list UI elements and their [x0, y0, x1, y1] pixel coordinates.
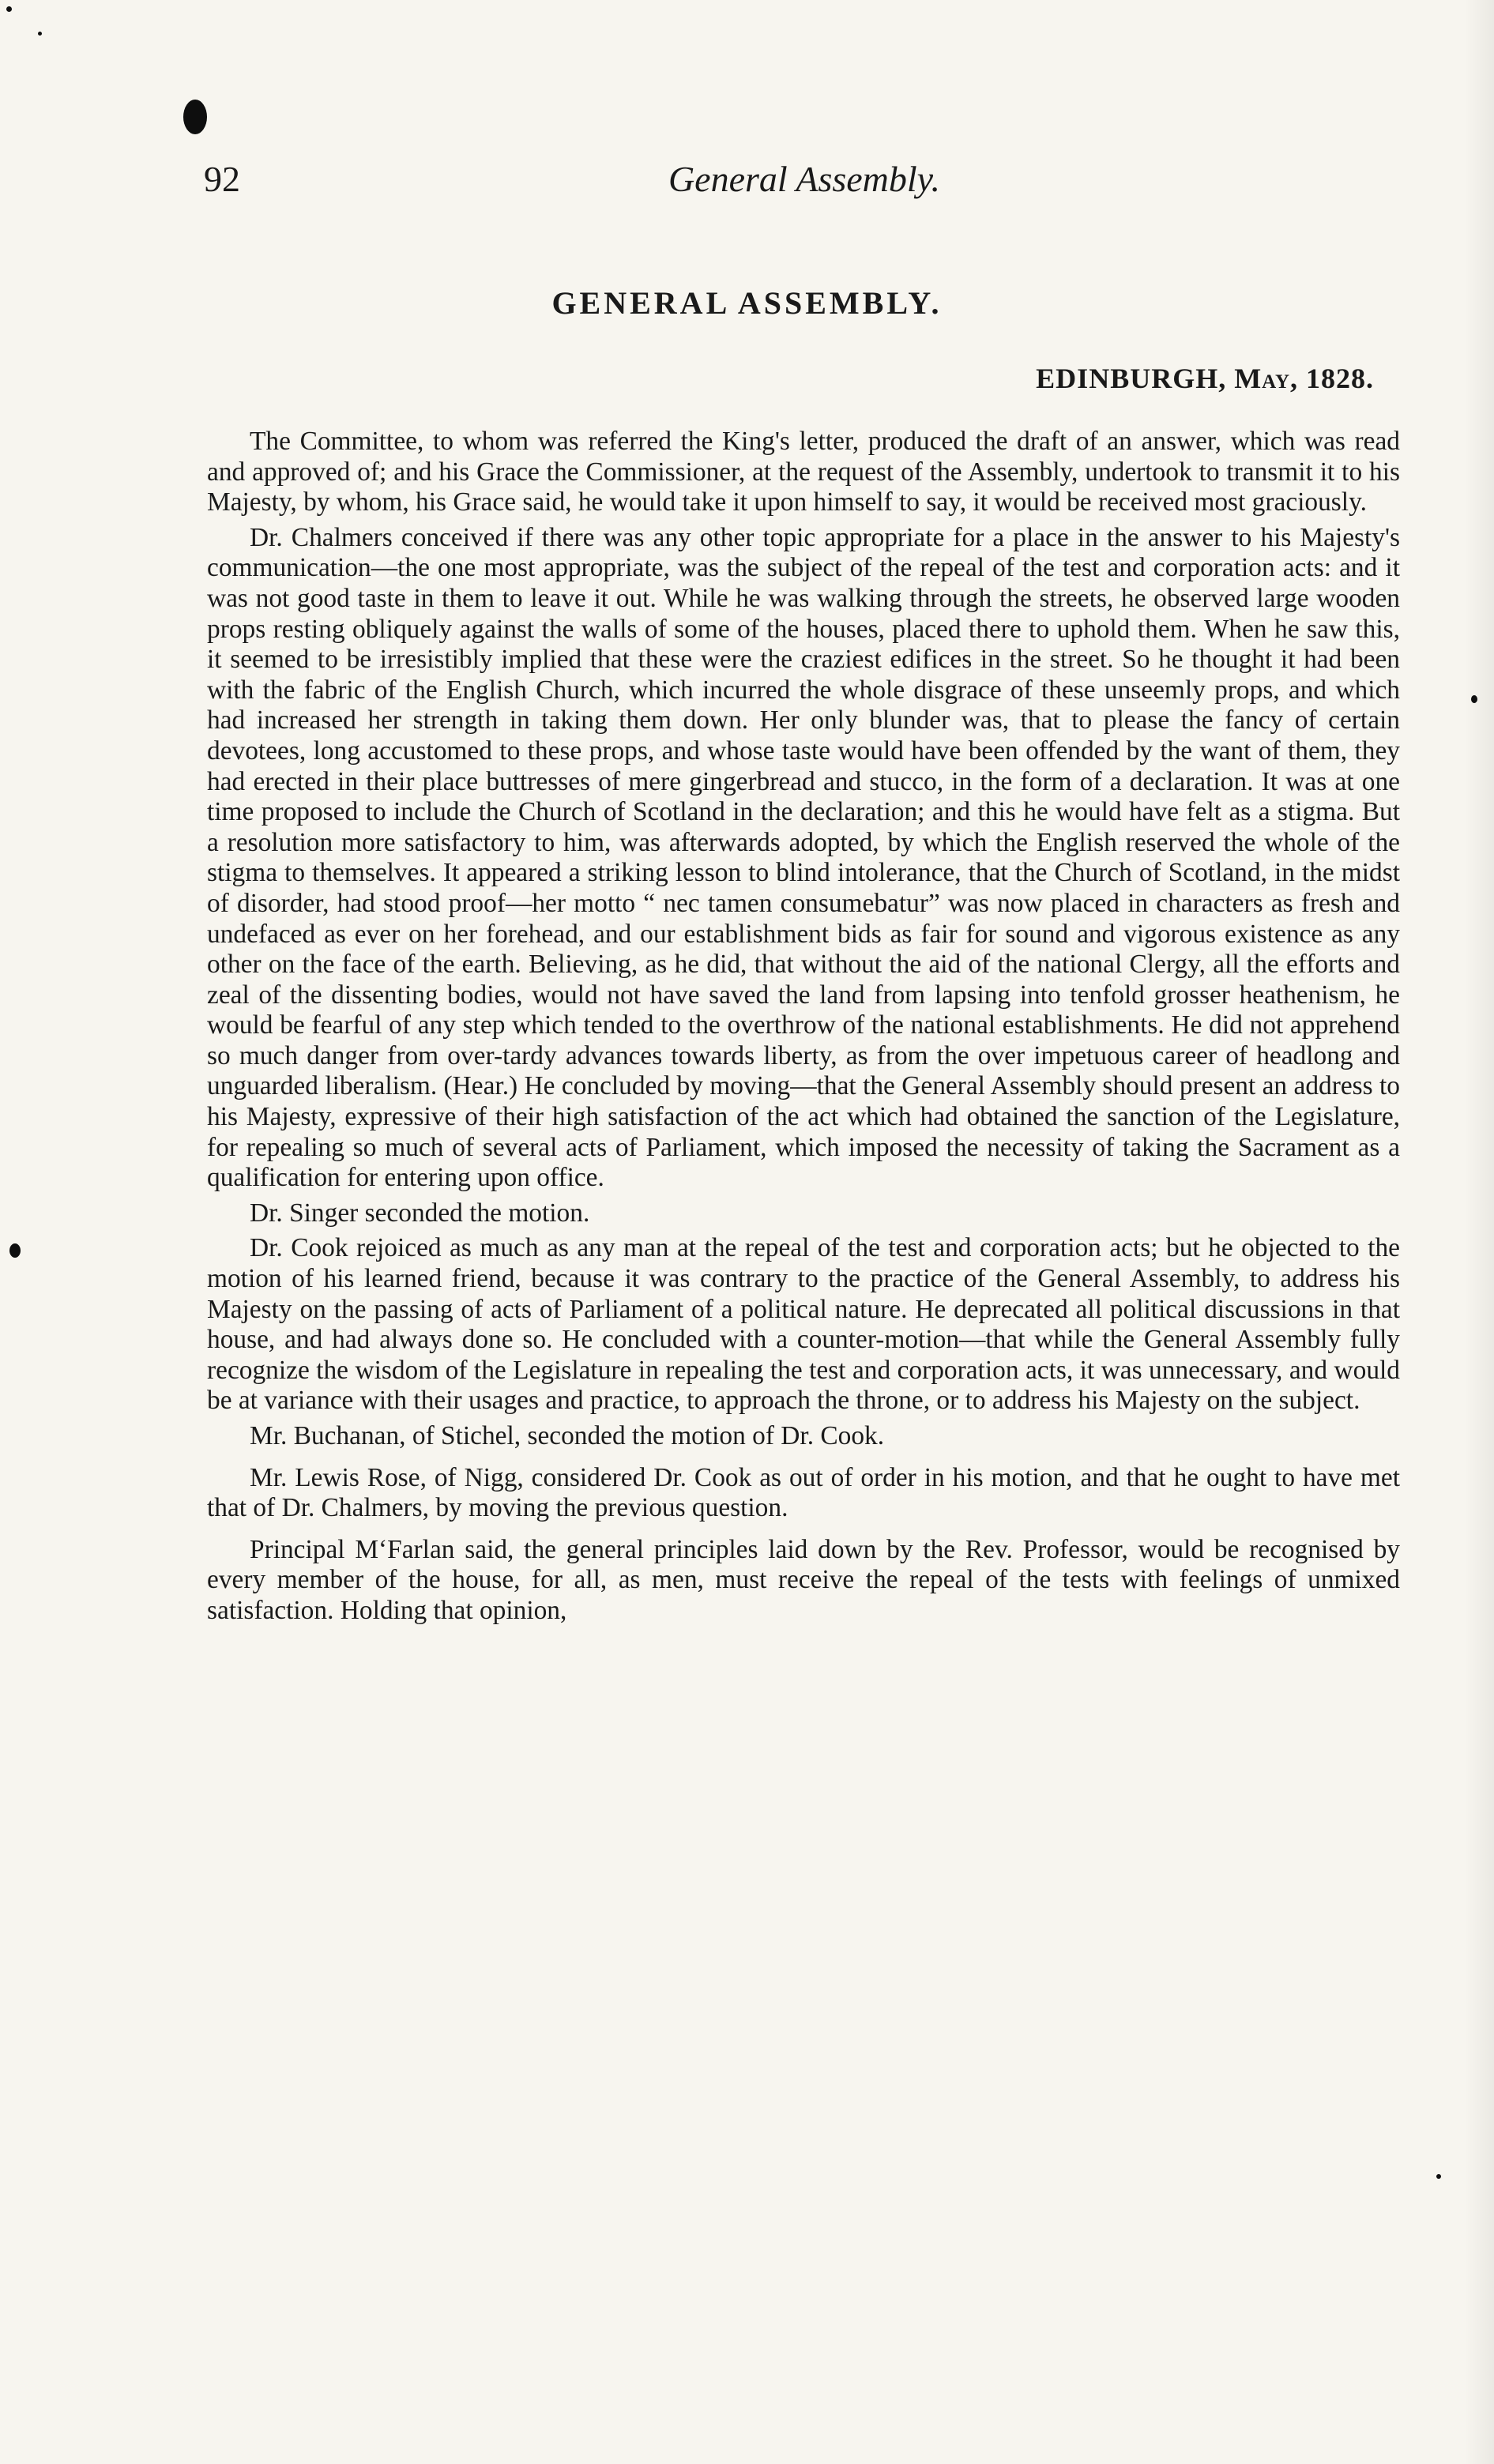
paragraph-buchanan: Mr. Buchanan, of Stichel, seconded the motion of Dr. Cook. — [250, 1421, 885, 1450]
running-title: General Assembly. — [668, 159, 941, 199]
running-head — [204, 158, 1405, 205]
paragraph-cook: Dr. Cook rejoiced as much as any man at the repeal of the test and corporation acts; but he objected to the motion of his learned friend, because it was contrary to the practice of the General Assembly, to address his Majesty on the passing of acts of Parliament of a political nature. He deprecated all political discussions in that house, and had always done so. He concluded with a counter-motion—that while the General Assembly fully recognize the wisdom of the Legislature in repealing the test and corporation acts, it was unnecessary, and would be at variance with their usages and practice, to approach the throne, or to address his Majesty on the subject. — [207, 1233, 1400, 1416]
section-heading: GENERAL ASSEMBLY. — [551, 285, 943, 321]
article-body — [207, 427, 1400, 1631]
paragraph-rose: Mr. Lewis Rose, of Nigg, considered Dr. Cook as out of order in his motion, and that he ought to have met that of Dr. Chalmers, by moving the previous question. — [207, 1462, 1400, 1523]
ink-speck — [6, 6, 12, 12]
paragraph-committee: The Committee, to whom was referred the King's letter, produced the draft of an answer, which was read and approved of; and his Grace the Commissioner, at the request of the Assembly, undertook to transmit it to his Majesty, by whom, his Grace said, he would take it upon himself to say, it would be received most graciously. — [207, 427, 1400, 517]
page-number: 92 — [204, 159, 240, 199]
dateline: EDINBURGH, May, 1828. — [1036, 363, 1374, 394]
paragraph-mfarlan: Principal M‘Farlan said, the general principles laid down by the Rev. Professor, would be recognised by every member of the house, for all, as men, must receive the repeal of the tests with feelings of unmixed satisfaction. Holding that opinion, — [207, 1534, 1400, 1625]
paragraph-chalmers: Dr. Chalmers conceived if there was any other topic appropriate for a place in the answer to his Majesty's communication—the one most appropriate, was the subject of the repeal of the test and corporation acts: and it was not good taste in them to leave it out. While he was walking through the streets, he observed large wooden props resting obliquely against the walls of some of the houses, placed there to uphold them. When he saw this, it seemed to be irresistibly implied that these were the craziest edifices in the street. So he thought it had been with the fabric of the English Church, which incurred the whole disgrace of these unseemly props, and which had increased her strength in taking them down. Her only blunder was, that to please the fancy of certain devotees, long accustomed to these props, and whose taste would have been offended by the want of them, they had erected in their place buttresses of mere gingerbread and stucco, in the form of a declaration. It was at one time proposed to include the Church of Scotland in the declaration; and this he would have felt as a stigma. But a resolution more satisfactory to him, was afterwards adopted, by which the English reserved the whole of the stigma to themselves. It appeared a striking lesson to blind intolerance, that the Church of Scotland, in the midst of disorder, had stood proof—her motto “ nec tamen consumebatur” was now placed in characters as fresh and undefaced as ever on her forehead, and our establishment bids as fair for sound and vigorous existence as any other on the face of the earth. Believing, as he did, that without the aid of the national Clergy, all the efforts and zeal of the dissenting bodies, would not have saved the land from lapsing into tenfold grosser heathenism, he would be fearful of any step which tended to the overthrow of the national establishments. He did not apprehend so much danger from over-tardy advances towards liberty, as from the over impetuous career of headlong and unguarded liberalism. (Hear.) He concluded by moving—that the General Assembly should present an address to his Majesty, expressive of their high satisfaction of the act which had obtained the sanction of the Legislature, for repealing so much of several acts of Parliament, which imposed the necessity of taking the Sacrament as a qualification for entering upon office. — [207, 522, 1400, 1193]
scan-edge-shadow — [1464, 0, 1494, 2464]
paragraph-singer: Dr. Singer seconded the motion. — [250, 1198, 590, 1228]
ink-blot — [183, 100, 207, 134]
ink-speck — [1436, 2174, 1441, 2179]
ink-speck — [38, 32, 42, 36]
ink-speck — [9, 1243, 21, 1258]
